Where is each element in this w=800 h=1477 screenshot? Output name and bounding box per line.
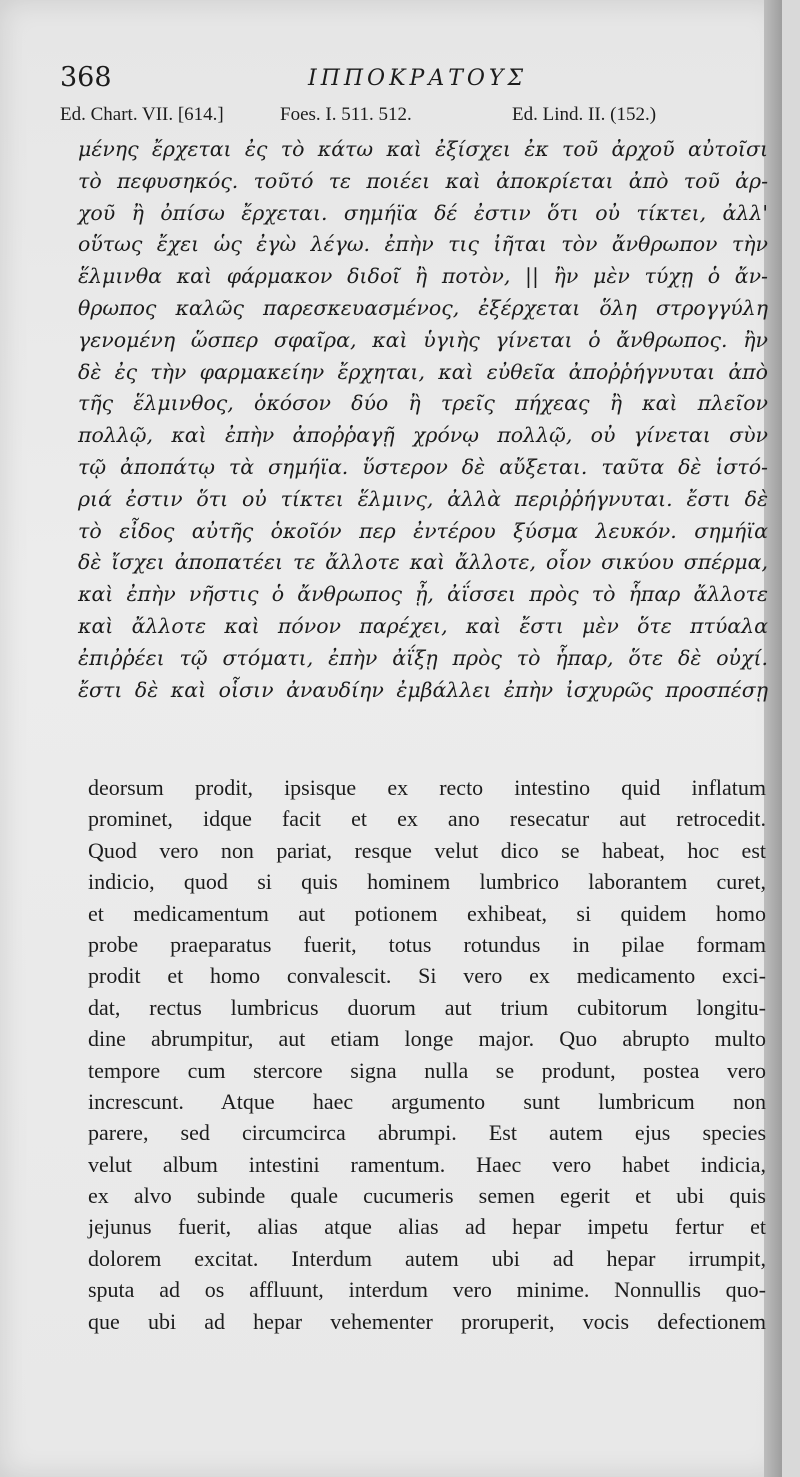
latin-text-line: increscunt. Atque haec argumento sunt lumbricum non	[88, 1088, 766, 1114]
page-header	[60, 62, 760, 102]
greek-text-line: χοῦ ἢ ὀπίσω ἔρχεται. σημήϊα δέ ἐστιν ὅτι οὐ τίκτει, ἀλλ'	[78, 200, 768, 225]
latin-text-line: prodit et homo convalescit. Si vero ex medicamento exci-	[88, 963, 766, 989]
greek-text-line: ἕλμινθα καὶ φάρμακον διδοῖ ἢ ποτὸν, || ἢν μὲν τύχῃ ὁ ἄν-	[78, 264, 768, 289]
latin-text-line: sputa ad os affluunt, interdum vero minime. Nonnullis quo-	[88, 1277, 766, 1303]
latin-text-line: indicio, quod si quis hominem lumbrico laborantem curet,	[88, 869, 766, 895]
greek-text-line: γενομένη ὥσπερ σφαῖρα, καὶ ὑγιὴς γίνεται ὁ ἄνθρωπος. ἢν	[78, 327, 768, 352]
edition-foes: Foes. I. 511. 512.	[280, 104, 412, 125]
greek-text-line: ἔστι δὲ καὶ οἷσιν ἀναυδίην ἐμβάλλει ἐπὴν ἰσχυρῶς προσπέσῃ	[78, 677, 768, 702]
greek-text-line: ριά ἐστιν ὅτι οὐ τίκτει ἕλμινς, ἀλλὰ περιῤῥήγνυται. ἔστι δὲ	[78, 486, 768, 511]
latin-text-line: velut album intestini ramentum. Haec vero habet indicia,	[88, 1151, 766, 1177]
latin-translation-block	[88, 772, 766, 1337]
greek-text-line: θρωπος καλῶς παρεσκευασμένος, ἐξέρχεται ὅλη στρογγύλη	[78, 295, 768, 320]
latin-text-line: jejunus fuerit, alias atque alias ad hepar impetu fertur et	[88, 1214, 766, 1240]
greek-text-line: δὲ ἐς τὴν φαρμακείην ἔρχηται, καὶ εὐθεῖα ἀποῤῥήγνυται ἀπὸ	[78, 359, 768, 384]
greek-text-line: οὕτως ἔχει ὡς ἐγὼ λέγω. ἐπὴν τις ἰῆται τὸν ἄνθρωπον τὴν	[78, 232, 768, 257]
greek-text-line: μένης ἔρχεται ἐς τὸ κάτω καὶ ἐξίσχει ἐκ τοῦ ἀρχοῦ αὐτοῖσι	[78, 137, 768, 161]
greek-text-line: καὶ ἄλλοτε καὶ πόνον παρέχει, καὶ ἔστι μὲν ὅτε πτύαλα	[78, 613, 768, 638]
running-title: ΙΠΠΟΚΡΑΤΟΥΣ	[308, 66, 528, 91]
greek-text-line: τὸ εἶδος αὐτῆς ὁκοῖόν περ ἐντέρου ξύσμα λευκόν. σημήϊα	[78, 518, 768, 543]
edition-linden: Ed. Lind. II. (152.)	[512, 104, 657, 125]
edition-references	[60, 104, 770, 134]
latin-text-line: dat, rectus lumbricus duorum aut trium cubitorum longitu-	[88, 994, 766, 1020]
latin-text-line: ex alvo subinde quale cucumeris semen egerit et ubi quis	[88, 1183, 766, 1209]
greek-text-line: δὲ ἴσχει ἀποπατέει τε ἄλλοτε καὶ ἄλλοτε, οἷον σικύου σπέρμα,	[78, 550, 768, 575]
greek-text-line: τὸ πεφυσηκός. τοῦτό τε ποιέει καὶ ἀποκρίεται ἀπὸ τοῦ ἀρ-	[78, 168, 768, 193]
greek-text-line: πολλῷ, καὶ ἐπὴν ἀποῤῥαγῇ χρόνῳ πολλῷ, οὐ γίνεται σὺν	[78, 423, 768, 448]
greek-text-block	[78, 134, 768, 706]
page-number: 368	[60, 62, 112, 93]
greek-text-line: καὶ ἐπὴν νῆστις ὁ ἄνθρωπος ᾖ, ἀΐσσει πρὸς τὸ ἧπαρ ἄλλοτε	[78, 582, 768, 607]
latin-text-line: tempore cum stercore signa nulla se produnt, postea vero	[88, 1057, 766, 1083]
latin-text-line: probe praeparatus fuerit, totus rotundus in pilae formam	[88, 931, 766, 957]
greek-text-line: τῆς ἕλμινθος, ὁκόσον δύο ἢ τρεῖς πήχεας ἢ καὶ πλεῖον	[78, 391, 768, 416]
latin-text-line: Quod vero non pariat, resque velut dico se habeat, hoc est	[88, 837, 766, 863]
latin-text-line: que ubi ad hepar vehementer proruperit, vocis defectionem	[88, 1308, 766, 1334]
latin-text-line: et medicamentum aut potionem exhibeat, si quidem homo	[88, 900, 766, 926]
latin-text-line: prominet, idque facit et ex ano resecatur aut retrocedit.	[88, 806, 766, 832]
greek-text-line: ἐπιῤῥέει τῷ στόματι, ἐπὴν ἀΐξῃ πρὸς τὸ ἧπαρ, ὅτε δὲ οὐχί.	[78, 645, 768, 670]
latin-text-line: parere, sed circumcirca abrumpi. Est autem ejus species	[88, 1120, 766, 1146]
greek-text-line: τῷ ἀποπάτῳ τὰ σημήϊα. ὕστερον δὲ αὔξεται. ταῦτα δὲ ἱστό-	[78, 454, 768, 479]
latin-text-line: deorsum prodit, ipsisque ex recto intestino quid inflatum	[88, 775, 766, 800]
edition-chartier: Ed. Chart. VII. [614.]	[60, 104, 224, 125]
latin-text-line: dine abrumpitur, aut etiam longe major. Quo abrupto multo	[88, 1026, 766, 1052]
latin-text-line: dolorem excitat. Interdum autem ubi ad hepar irrumpit,	[88, 1245, 766, 1271]
